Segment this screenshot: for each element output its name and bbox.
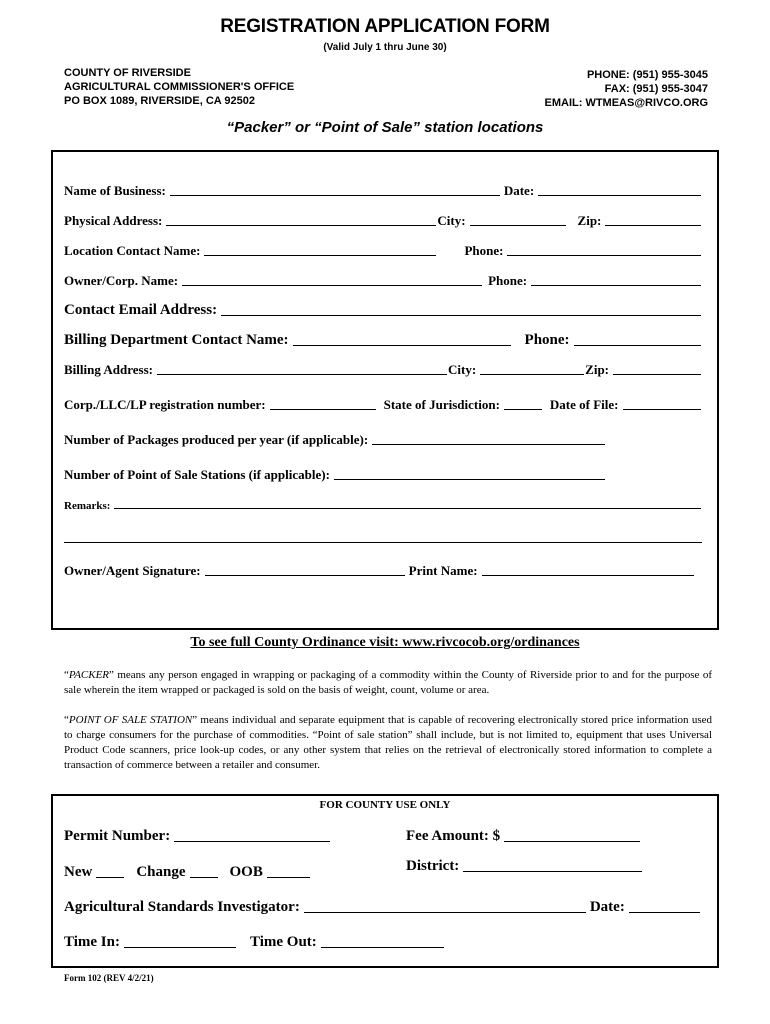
location-phone-label: Phone: [464,243,504,258]
zip-field[interactable] [605,224,701,226]
physical-address-field[interactable] [166,224,436,226]
zip-label: Zip: [577,213,602,228]
time-in-label: Time In: [64,934,120,950]
name-of-business-field[interactable] [170,194,500,196]
location-contact-label: Location Contact Name: [64,243,201,258]
contact-email-field[interactable] [221,314,701,316]
investigator-field[interactable] [304,911,586,913]
permit-number-field[interactable] [174,840,330,842]
pos-stations-field[interactable] [334,478,605,480]
billing-phone-field[interactable] [574,344,701,346]
billing-contact-row [64,332,705,349]
pos-stations-label: Number of Point of Sale Stations (if applicable): [64,467,330,482]
district-field[interactable] [463,870,642,872]
billing-contact-field[interactable] [293,344,511,346]
location-contact-row [64,243,705,259]
print-name-field[interactable] [482,574,694,576]
office-phone: PHONE: (951) 955-3045 [586,69,708,81]
new-label: New [64,864,93,880]
signature-row [64,563,698,579]
billing-contact-label: Billing Department Contact Name: [64,332,289,348]
fee-amount-row [406,828,644,845]
owner-phone-field[interactable] [531,284,701,286]
pos-definition-text: means individual and separate equipment that is capable of recovering electronically stored price information used to charge consumers for the purchase of commodities. “Point of sale station” shall include, but is not limited to, equipment that uses Universal Product Code scanners, price look-up codes, or any other system that relies on the retrieval of electronically stored information to complete a transaction of commerce between a retailer and consumer. [64,714,712,771]
remarks-field[interactable] [114,507,701,509]
office-contact [545,68,709,110]
time-row [64,934,448,951]
form-title: REGISTRATION APPLICATION FORM [220,16,550,37]
form-revision: Form 102 (REV 4/2/21) [64,973,154,983]
state-jurisdiction-label: State of Jurisdiction: [383,397,500,412]
address-line: COUNTY OF RIVERSIDE [64,67,191,79]
billing-address-row [64,362,705,378]
permit-number-label: Permit Number: [64,828,171,844]
status-row [64,864,314,881]
date-label: Date: [503,183,535,198]
address-line: PO BOX 1089, RIVERSIDE, CA 92502 [64,95,255,107]
name-of-business-label: Name of Business: [64,183,166,198]
billing-address-field[interactable] [157,373,447,375]
packer-term: PACKER [68,669,110,681]
packages-label: Number of Packages produced per year (if applicable): [64,432,369,447]
billing-zip-field[interactable] [613,373,701,375]
packer-definition: “PACKER” means any person engaged in wrapping or packaging of a commodity within the County of Riverside prior to and for the purpose of sale wherein the item wrapped or packaged is sold on the basis of weight, count, volume or area. [64,669,712,696]
pos-stations-row [64,467,609,483]
city-label: City: [437,213,466,228]
owner-row [64,273,705,289]
form-subtitle: (Valid July 1 thru June 30) [323,42,447,53]
time-in-field[interactable] [124,946,236,948]
oob-label: OOB [229,864,263,880]
billing-phone-label: Phone: [524,332,570,348]
permit-number-row [64,828,334,845]
new-field[interactable] [96,876,124,878]
physical-address-row [64,213,705,229]
office-email: EMAIL: WTMEAS@RIVCO.ORG [544,97,708,109]
ordinance-link[interactable]: To see full County Ordinance visit: www.rivcocob.org/ordinances [190,635,580,650]
pos-term: POINT OF SALE STATION [68,714,193,726]
owner-signature-label: Owner/Agent Signature: [64,563,201,578]
oob-field[interactable] [267,876,310,878]
district-label: District: [406,858,460,874]
state-jurisdiction-field[interactable] [504,408,542,410]
investigator-date-label: Date: [589,899,625,915]
change-label: Change [136,864,186,880]
pos-definition: “POINT OF SALE STATION” means individual and separate equipment that is capable of recovering electronically stored price information used to charge consumers for the purchase of commodities. “Point of sale station” shall include, but is not limited to, equipment that uses Universal Product Code scanners, price look-up codes, or any other system that relies on the retrieval of electronically stored information to complete a transaction of commerce between a retailer and consumer. [64,714,712,771]
location-contact-field[interactable] [204,254,436,256]
county-use-header: FOR COUNTY USE ONLY [319,799,451,811]
office-fax: FAX: (951) 955-3047 [604,83,708,95]
packer-definition-text: means any person engaged in wrapping or packaging of a commodity within the County of Riverside prior to and for the purpose of sale wherein the item wrapped or packaged is sold on the basis of weight, count, volume or area. [64,669,712,696]
corp-reg-label: Corp./LLC/LP registration number: [64,397,266,412]
contact-email-row [64,302,705,319]
office-address [64,66,294,108]
print-name-label: Print Name: [408,563,478,578]
billing-city-label: City: [447,362,477,377]
district-row [406,858,646,875]
city-field[interactable] [470,224,566,226]
owner-phone-label: Phone: [488,273,528,288]
fee-amount-label: Fee Amount: $ [406,828,501,844]
investigator-label: Agricultural Standards Investigator: [64,899,300,915]
remarks-row [64,500,705,512]
owner-corp-field[interactable] [182,284,482,286]
owner-signature-field[interactable] [205,574,405,576]
contact-email-label: Contact Email Address: [64,302,218,318]
billing-address-label: Billing Address: [64,362,153,377]
date-of-file-label: Date of File: [549,397,619,412]
packages-row [64,432,609,448]
change-field[interactable] [190,876,218,878]
date-field[interactable] [538,194,701,196]
time-out-label: Time Out: [249,934,317,950]
location-phone-field[interactable] [507,254,701,256]
remarks-field-line-2[interactable] [64,542,702,543]
section-heading: “Packer” or “Point of Sale” station locations [226,119,544,136]
investigator-date-field[interactable] [629,911,700,913]
fee-amount-field[interactable] [504,840,640,842]
business-row [64,183,705,199]
address-line: AGRICULTURAL COMMISSIONER'S OFFICE [64,81,295,93]
corp-registration-row [64,397,705,413]
corp-reg-field[interactable] [270,408,376,410]
date-of-file-field[interactable] [623,408,702,410]
remarks-label: Remarks: [64,500,111,512]
physical-address-label: Physical Address: [64,213,163,228]
billing-zip-label: Zip: [585,362,609,377]
time-out-field[interactable] [321,946,444,948]
billing-city-field[interactable] [480,373,584,375]
owner-corp-label: Owner/Corp. Name: [64,273,179,288]
packages-field[interactable] [372,443,605,445]
investigator-row [64,899,704,916]
